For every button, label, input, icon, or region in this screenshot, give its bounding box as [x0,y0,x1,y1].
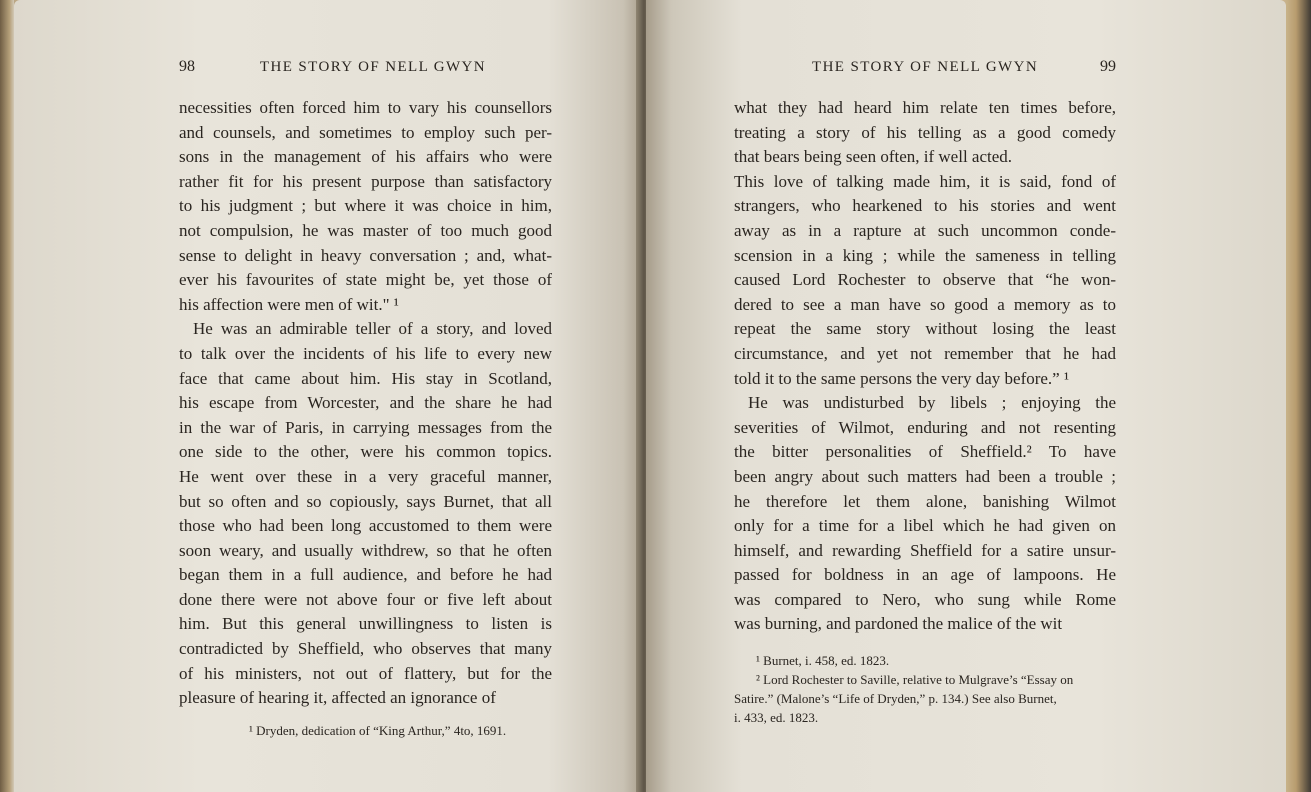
right-header-title: THE STORY OF NELL GWYN [812,59,1039,75]
text-line: He went over these in a very graceful manner, [179,466,552,486]
text-line: He was undisturbed by libels ; enjoying the [748,393,1116,413]
text-line: pleasure of hearing it, affected an ignorance of [179,688,496,708]
text-line: told it to the same persons the very day before.” ¹ [734,368,1070,388]
text-line: been angry about such matters had been a trouble ; [734,466,1116,486]
right-body-text [734,96,1116,637]
left-page [14,0,642,792]
text-line: only for a time for a libel which he had given on [734,516,1116,536]
text-line: ever his favourites of state might be, yet those of [179,270,552,290]
text-line: strangers, who hearkened to his stories and went [734,196,1116,216]
text-line: in the war of Paris, in carrying messages from the [179,417,552,437]
book-edge-left [0,0,14,792]
text-line: He was an admirable teller of a story, and loved [193,319,552,339]
left-header-title: THE STORY OF NELL GWYN [259,59,486,75]
text-line: to talk over the incidents of his life to every new [179,343,552,363]
text-line: contradicted by Sheffield, who observes that many [179,639,552,659]
text-line: was burning, and pardoned the malice of the wit [734,614,1063,634]
text-line: the bitter personalities of Sheffield.² To have [734,442,1116,462]
footnote: ¹ Burnet, i. 458, ed. 1823. [756,653,890,669]
text-line: him. But this general unwillingness to listen is [179,614,552,634]
text-line: he therefore let them alone, banishing Wilmot [734,491,1116,511]
text-line: rather fit for his present purpose than satisfactory [179,171,552,191]
text-line: sons in the management of his affairs who were [179,147,552,167]
text-line: but so often and so copiously, says Burnet, that all [179,491,552,511]
text-line: his escape from Worcester, and the share he had [179,393,552,413]
footnote: Satire.” (Malone’s “Life of Dryden,” p. 134.) See also Burnet, [734,691,1057,707]
right-running-head [734,58,1116,84]
text-line: away as in a rapture at such uncommon conde- [734,220,1116,240]
text-line: of his ministers, not out of flattery, but for the [179,663,552,683]
text-line: that bears being seen often, if well acted. [734,147,1013,167]
left-running-head [179,58,552,84]
text-line: necessities often forced him to vary his counsellors [179,98,552,117]
left-body-text [179,96,552,711]
text-line: caused Lord Rochester to observe that “he won- [734,270,1116,290]
right-page-number: 99 [1100,58,1116,75]
text-line: to his judgment ; but where it was choice in him, [179,196,552,216]
footnote: ² Lord Rochester to Saville, relative to Mulgrave’s “Essay on [756,672,1074,688]
text-line: was compared to Nero, who sung while Rome [734,589,1116,609]
text-line: severities of Wilmot, enduring and not resenting [734,417,1116,437]
text-line: done there were not above four or five left about [179,589,552,609]
text-line: what they had heard him relate ten times before, [734,98,1116,117]
right-footnotes [734,651,1116,727]
text-line: soon weary, and usually withdrew, so that he often [179,540,552,560]
text-line: sense to delight in heavy conversation ; and, what- [179,245,552,265]
text-line: one side to the other, were his common topics. [179,442,552,462]
text-line: scension in a king ; while the sameness in telling [734,245,1116,265]
text-line: treating a story of his telling as a good comedy [734,122,1116,142]
left-page-number: 98 [179,58,195,75]
text-line: face that came about him. His stay in Scotland, [179,368,552,388]
text-line: and counsels, and sometimes to employ such per- [179,122,552,142]
text-line: circumstance, and yet not remember that he had [734,343,1116,363]
text-line: those who had been long accustomed to them were [179,516,552,536]
footnote: i. 433, ed. 1823. [734,710,819,726]
text-line: himself, and rewarding Sheffield for a satire unsur- [734,540,1116,560]
text-line: This love of talking made him, it is said, fond of [734,171,1116,191]
book-edge-right [1286,0,1311,792]
left-footnotes [179,721,552,740]
footnote: ¹ Dryden, dedication of “King Arthur,” 4to, 1691. [249,722,507,738]
text-line: began them in a full audience, and before he had [179,565,552,585]
text-line: dered to see a man have so good a memory as to [734,294,1116,314]
right-page [646,0,1286,792]
text-line: passed for boldness in an age of lampoons. He [734,565,1116,585]
text-line: not compulsion, he was master of too much good [179,220,552,240]
text-line: repeat the same story without losing the least [734,319,1116,339]
text-line: his affection were men of wit." ¹ [179,294,399,314]
